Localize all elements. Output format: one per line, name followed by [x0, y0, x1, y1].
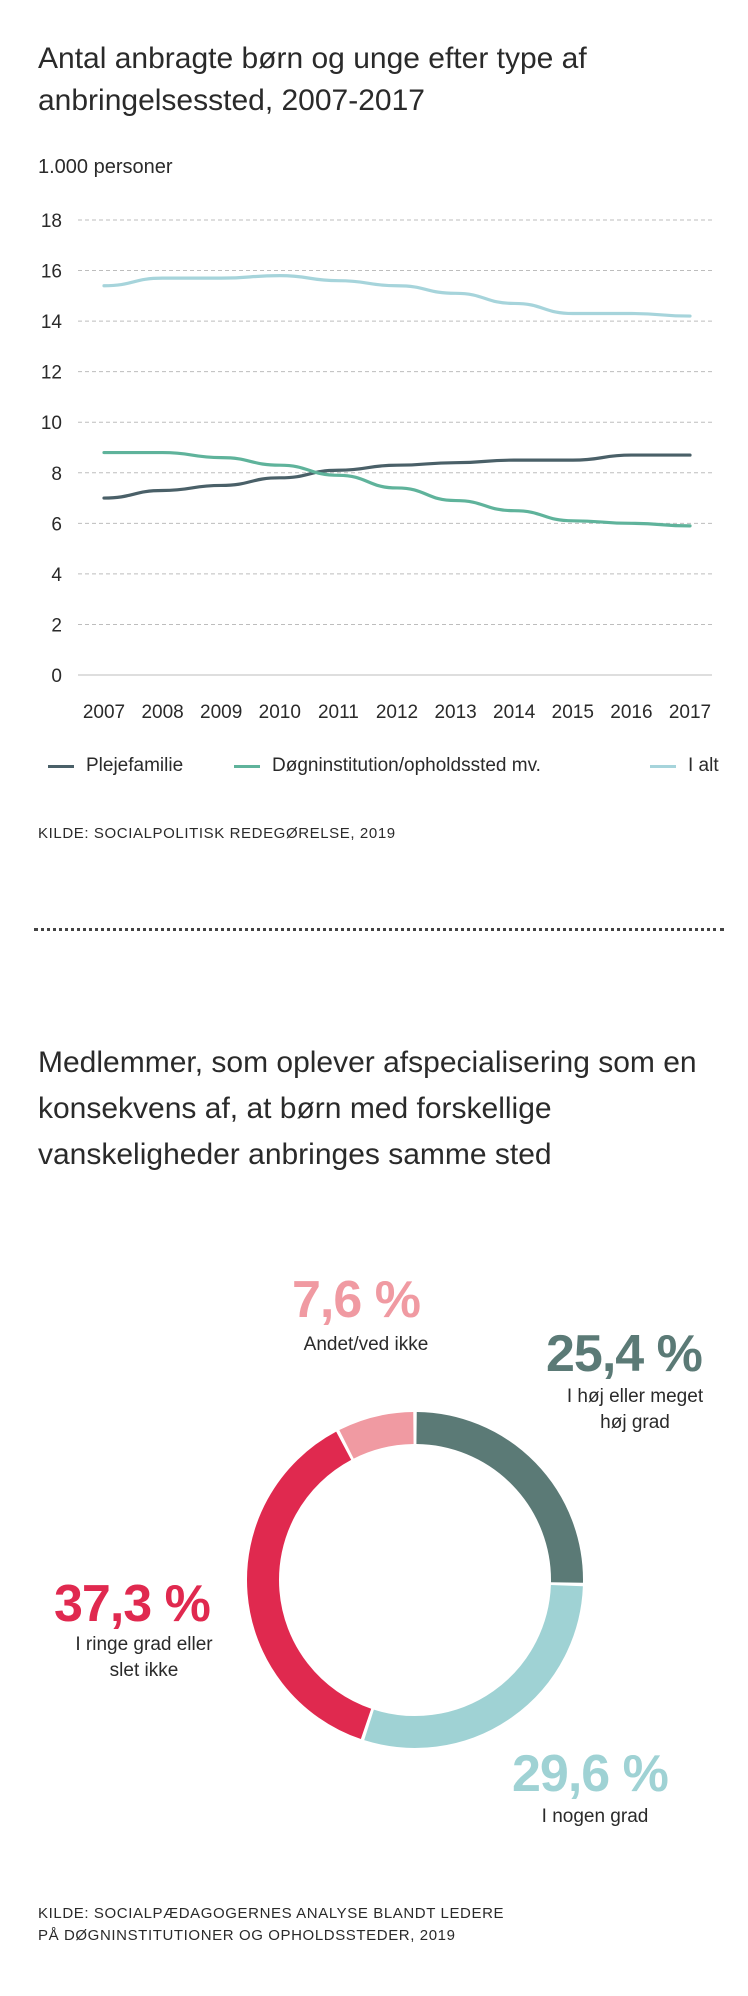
y-tick-label: 16: [40, 261, 62, 283]
x-tick-label: 2007: [82, 702, 126, 723]
donut-slice-ringe: [263, 1446, 366, 1724]
y-axis-ticks: [41, 211, 63, 687]
y-tick-label: 6: [51, 514, 62, 536]
x-tick-label: 2011: [317, 702, 359, 723]
x-tick-label: 2015: [551, 702, 594, 723]
x-tick-label: 2009: [200, 702, 243, 723]
y-tick-label: 8: [51, 463, 62, 485]
x-tick-label: 2008: [141, 702, 184, 723]
donut-label-nogen-line1: I nogen grad: [541, 1806, 649, 1827]
section-divider: [34, 928, 724, 931]
donut-slice-hoj: [417, 1428, 567, 1582]
y-axis-unit-label: 1.000 personer: [38, 156, 173, 178]
series-line-plejefamilie: [104, 455, 690, 498]
x-tick-label: 2017: [668, 702, 712, 723]
line-chart-series: [104, 276, 690, 526]
legend-item-plejefamilie: [48, 755, 183, 777]
donut-source-line1: KILDE: SOCIALPÆDAGOGERNES ANALYSE BLANDT LEDERE: [38, 1905, 505, 1922]
donut-label-hoj-line1: I høj eller meget: [566, 1386, 704, 1407]
donut-label-andet: [276, 1332, 456, 1358]
line-chart: [0, 0, 748, 740]
donut-label-andet-line1: Andet/ved ikke: [303, 1334, 429, 1355]
donut-label-ringe-line1: I ringe grad eller: [75, 1634, 213, 1655]
legend-swatch-plejefamilie: [48, 765, 74, 768]
donut-pct-andet: 7,6 %: [292, 1271, 420, 1329]
legend-item-dognins: [234, 755, 541, 777]
donut-pct-nogen: 29,6 %: [512, 1745, 668, 1803]
line-chart-source: KILDE: SOCIALPOLITISK REDEGØRELSE, 2019: [38, 825, 396, 842]
donut-slices: [263, 1428, 567, 1732]
y-tick-label: 14: [40, 312, 62, 334]
donut-label-ringe-line2: slet ikke: [109, 1660, 179, 1681]
donut-label-nogen: [500, 1804, 690, 1830]
y-tick-label: 12: [40, 362, 62, 384]
donut-source-line2: PÅ DØGNINSTITUTIONER OG OPHOLDSSTEDER, 2019: [38, 1927, 456, 1944]
donut-label-ringe: [44, 1632, 244, 1684]
legend-label-i-alt: I alt: [688, 755, 719, 776]
x-axis-ticks: [83, 702, 711, 723]
line-chart-title: Antal anbragte børn og unge efter type af anbringelsessted, 2007-2017: [38, 42, 587, 117]
donut-chart-title: Medlemmer, som oplever afspecialisering som en konsekvens af, at børn med forskellige vanskeligheder anbringes samme sted: [38, 1046, 697, 1171]
legend-label-plejefamilie: Plejefamilie: [86, 755, 184, 776]
legend-swatch-dognins: [234, 765, 260, 768]
donut-label-hoj: [540, 1384, 730, 1436]
y-tick-label: 18: [40, 211, 62, 232]
series-line-i-alt: [104, 276, 690, 316]
x-tick-label: 2016: [610, 702, 653, 723]
x-tick-label: 2012: [375, 702, 419, 723]
legend-swatch-i-alt: [650, 765, 676, 768]
legend-label-dognins: Døgninstitution/opholdssted mv.: [272, 755, 541, 776]
donut-chart-source: [38, 1903, 504, 1947]
donut-slice-nogen: [369, 1586, 567, 1732]
line-chart-grid: [78, 220, 712, 675]
x-tick-label: 2013: [434, 702, 477, 723]
donut-label-hoj-line2: høj grad: [600, 1412, 670, 1433]
donut-slice-andet: [346, 1428, 413, 1444]
legend-item-i-alt: [650, 755, 719, 777]
y-tick-label: 10: [40, 413, 62, 435]
y-tick-label: 0: [51, 666, 62, 687]
y-tick-label: 4: [51, 564, 62, 586]
x-tick-label: 2014: [493, 702, 536, 723]
x-tick-label: 2010: [258, 702, 301, 723]
y-tick-label: 2: [51, 615, 62, 637]
donut-pct-ringe: 37,3 %: [54, 1575, 210, 1633]
donut-pct-hoj: 25,4 %: [546, 1325, 702, 1383]
